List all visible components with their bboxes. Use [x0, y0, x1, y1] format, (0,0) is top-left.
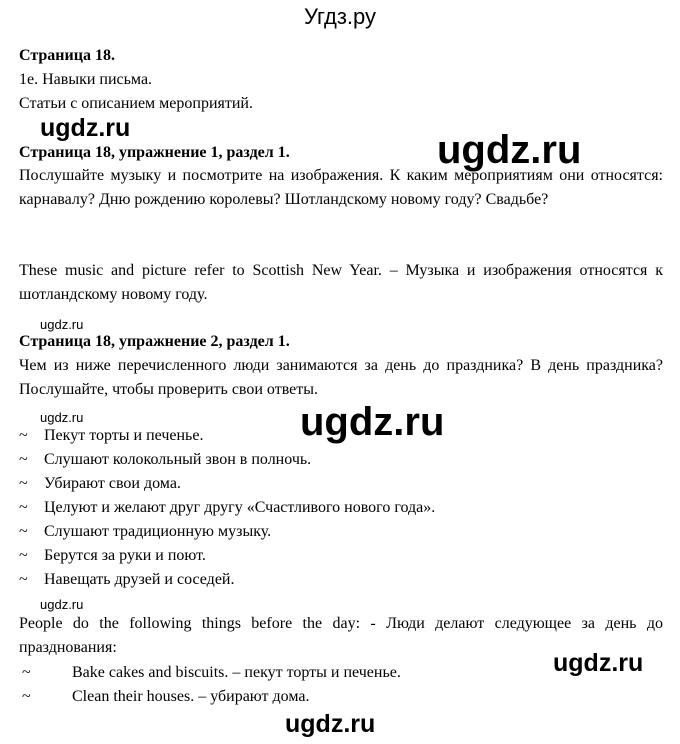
tilde-bullet: ~ [19, 571, 28, 588]
list-item-text: Bake cakes and biscuits. – пекут торты и печенье. [72, 664, 401, 681]
exercise-2-answer-intro: People do the following things before the day: - Люди делают следующее за день до празднования: [19, 615, 663, 656]
exercise-1-answer: These music and picture refer to Scottish New Year. – Музыка и изображения относятся к шотландскому новому году. [19, 262, 663, 303]
list-item [19, 424, 435, 448]
list-item-text: Слушают традиционную музыку. [44, 523, 272, 540]
list-item [19, 544, 435, 568]
list-item [19, 448, 435, 472]
section-subtitle: Статьи с описанием мероприятий. [19, 95, 253, 112]
tilde-bullet: ~ [22, 688, 31, 705]
watermark: ugdz.ru [40, 317, 84, 332]
list-item-text: Берутся за руки и поют. [44, 547, 206, 564]
tilde-bullet: ~ [19, 523, 28, 540]
tilde-bullet: ~ [19, 427, 28, 444]
tilde-bullet: ~ [19, 451, 28, 468]
watermark: ugdz.ru [553, 649, 644, 677]
section-line: 1e. Навыки письма. [19, 71, 153, 88]
tilde-bullet: ~ [19, 547, 28, 564]
list-item [19, 685, 401, 709]
watermark: ugdz.ru [40, 410, 84, 425]
list-item [19, 568, 435, 592]
exercise-2-list [19, 424, 435, 592]
watermark: ugdz.ru [40, 597, 84, 612]
watermark: ugdz.ru [40, 114, 131, 142]
page-title: Страница 18. [19, 47, 115, 64]
tilde-bullet: ~ [22, 664, 31, 681]
list-item [19, 496, 435, 520]
exercise-2-heading: Страница 18, упражнение 2, раздел 1. [19, 333, 290, 350]
exercise-1-question: Послушайте музыку и посмотрите на изображения. К каким мероприятиям они относятся: карнавалу? Дню рождению королевы? Шотландскому новому году? Свадьбе? [19, 167, 663, 208]
list-item-text: Убирают свои дома. [44, 475, 181, 492]
list-item-text: Слушают колокольный звон в полночь. [44, 451, 312, 468]
watermark: ugdz.ru [285, 710, 376, 738]
list-item [19, 472, 435, 496]
list-item [19, 661, 401, 685]
list-item-text: Навещать друзей и соседей. [44, 571, 235, 588]
tilde-bullet: ~ [19, 475, 28, 492]
list-item [19, 520, 435, 544]
exercise-2-answer-list [19, 661, 401, 709]
site-header: Угдз.ру [303, 4, 377, 29]
watermark: ugdz.ru [437, 128, 582, 172]
list-item-text: Пекут торты и печенье. [44, 427, 204, 444]
list-item-text: Целуют и желают друг другу «Счастливого нового года». [44, 499, 436, 516]
exercise-2-question: Чем из ниже перечисленного люди занимаются за день до праздника? В день праздника? Послушайте, чтобы проверить свои ответы. [19, 357, 663, 398]
list-item-text: Clean their houses. – убирают дома. [72, 688, 310, 705]
watermark: ugdz.ru [300, 400, 445, 444]
tilde-bullet: ~ [19, 499, 28, 516]
exercise-1-heading: Страница 18, упражнение 1, раздел 1. [19, 144, 290, 161]
